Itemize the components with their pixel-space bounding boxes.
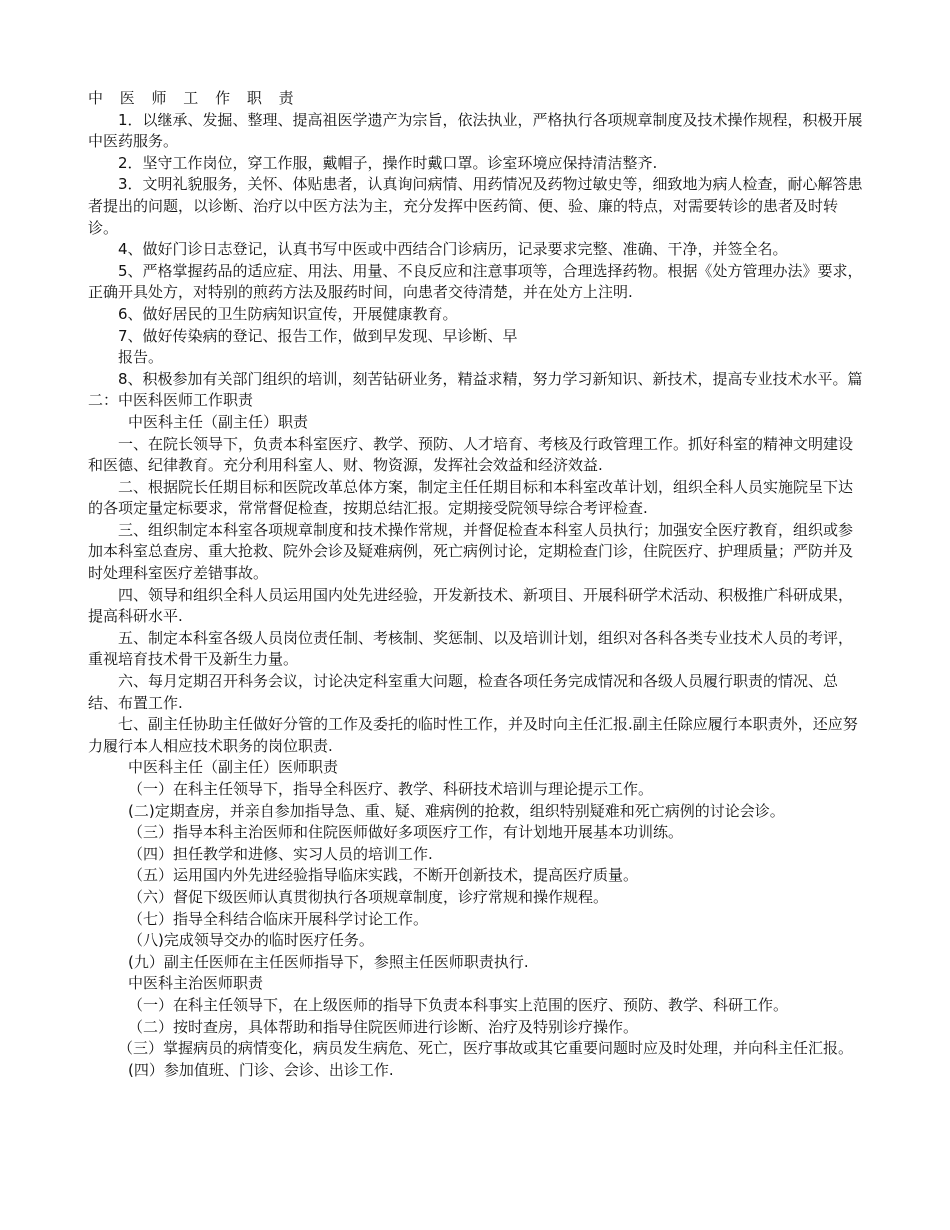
duty-item-continuation: 报告。 [118,348,164,367]
document-title: 中 医 师 工 作 职 责 [88,89,300,107]
duty-item: （二）按时查房，具体帮助和指导住院医师进行诊断、治疗及特别诊疗操作。 [128,1017,639,1036]
duty-item: （七）指导全科结合临床开展科学讨论工作。 [128,909,429,928]
duty-item: （一）在科主任领导下，指导全科医疗、教学、科研技术培训与理论提示工作。 [128,780,654,798]
duty-item: 8、积极参加有关部门组织的培训，刻苦钻研业务，精益求精，努力学习新知识、新技术，提高专业技术水平。篇二：中医科医师工作职责 [88,369,863,410]
duty-item: （三）掌握病员的病情变化，病员发生病危、死亡，医疗事故或其它重要问题时应及时处理，并向科主任汇报。 [118,1039,854,1058]
duty-item: 二、根据院长任期目标和医院改革总体方案，制定主任任期目标和本科室改革计划，组织全科人员实施院呈下达的各项定量定标要求，常常督促检查，按期总结汇报。定期接受院领导综合考评检查. [88,477,854,518]
duty-item: 6、做好居民的卫生防病知识宣传，开展健康教育。 [118,304,458,323]
duty-item: (二)定期查房，并亲自参加指导急、重、疑、难病例的抢救，组织特别疑难和死亡病例的讨论会诊。 [128,801,785,820]
duty-item: 七、副主任协助主任做好分管的工作及委托的临时性工作，并及时向主任汇报.副主任除应履行本职责外，还应努力履行本人相应技术职务的岗位职责. [88,715,858,755]
duty-item: 1．以继承、发掘、整理、提高祖医学遗产为宗旨，依法执业，严格执行各项规章制度及技术操作规程，积极开展中医药服务。 [88,110,863,151]
duty-item: (九）副主任医师在主任医师指导下，参照主任医师职责执行. [128,952,529,971]
duty-item: 六、每月定期召开科务会议，讨论决定科室重大问题，检查各项任务完成情况和各级人员履行职责的情况、总结、布置工作. [88,672,839,712]
duty-item: （一）在科主任领导下，在上级医师的指导下负责本科事实上范围的医疗、预防、教学、科研工作。 [128,995,789,1014]
duty-item: （五）运用国内外先进经验指导临床实践，不断开创新技术，提高医疗质量。 [128,866,639,885]
duty-item: 四、领导和组织全科人员运用国内处先进经验，开发新技术、新项目、开展科研学术活动、积极推广科研成果，提高科研水平. [88,585,854,626]
duty-item: 五、制定本科室各级人员岗位责任制、考核制、奖惩制、以及培训计划，组织对各科各类专业技术人员的考评，重视培育技术骨干及新生力量。 [88,628,854,669]
duty-item: 7、做好传染病的登记、报告工作，做到早发现、早诊断、早 [118,326,518,345]
duty-item: 5、严格掌握药品的适应症、用法、用量、不良反应和注意事项等，合理选择药物。根据《处方管理办法》要求，正确开具处方，对特别的煎药方法及服药时间，向患者交待清楚，并在处方上注明. [88,261,863,302]
duty-item: （三）指导本科主治医师和住院医师做好多项医疗工作，有计划地开展基本功训练。 [128,823,684,842]
section-chief-physician-duties [88,757,866,973]
section-director-duties [88,412,866,758]
duty-item: （八)完成领导交办的临时医疗任务。 [128,931,374,950]
section-tcm-physician-duties [88,110,866,412]
duty-item: （四）担任教学和进修、实习人员的培训工作. [128,844,433,863]
duty-item: 一、在院长领导下，负责本科室医疗、教学、预防、人才培育、考核及行政管理工作。抓好科室的精神文明建设和医德、纪律教育。充分利用科室人、财、物资源，发挥社会效益和经济效益. [88,434,854,475]
section-heading: 中医科主任（副主任）医师职责 [128,758,339,777]
duty-item: 2．坚守工作岗位，穿工作服，戴帽子，操作时戴口罩。诊室环境应保持清洁整齐. [118,153,658,172]
section-attending-physician-duties [88,973,866,1081]
duty-item: 3．文明礼貌服务，关怀、体贴患者，认真询问病情、用药情况及药物过敏史等，细致地为病人检查，耐心解答患者提出的问题，以诊断、治疗以中医方法为主，充分发挥中医药简、便、验、廉的特点，对需要转诊的患者及时转诊。 [88,175,863,237]
section-heading: 中医科主治医师职责 [128,974,264,993]
duty-item: 三、组织制定本科室各项规章制度和技术操作常规，并督促检查本科室人员执行；加强安全医疗教育，组织或参加本科室总查房、重大抢救、院外会诊及疑难病例，死亡病例讨论，定期检查门诊，住院医疗、护理质量；严防并及时处理科室医疗差错事故。 [88,520,854,583]
duty-item: 4、做好门诊日志登记，认真书写中医或中西结合门诊病历，记录要求完整、准确、干净，并签全名。 [118,240,788,259]
duty-item: (四）参加值班、门诊、会诊、出诊工作. [128,1060,394,1079]
duty-item: （六）督促下级医师认真贯彻执行各项规章制度，诊疗常规和操作规程。 [128,887,609,906]
section-heading: 中医科主任（副主任）职责 [128,412,309,431]
